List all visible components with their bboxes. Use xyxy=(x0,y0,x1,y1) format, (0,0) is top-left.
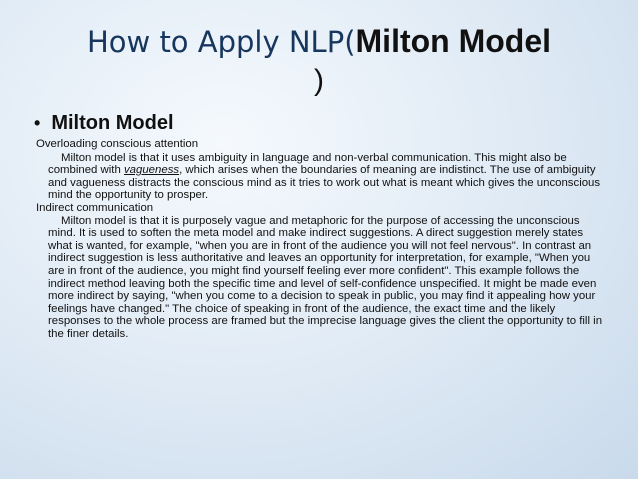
title-closing-paren: ) xyxy=(314,64,324,97)
title-bold: Milton Model xyxy=(355,23,552,59)
para1-text-after: , which arises when the boundaries of meaning are indistinct. The use of ambiguity and vagueness distracts the conscious mind as it tries to work out what is meant which gives the unconscious mind the opportunity to prosper. xyxy=(48,164,601,202)
section-heading-indirect: Indirect communication xyxy=(36,201,154,214)
para1-emphasis: vagueness xyxy=(123,164,180,177)
bullet-heading xyxy=(34,110,174,136)
title-prefix: How to Apply NLP( xyxy=(86,25,356,59)
bullet-heading-text: Milton Model xyxy=(51,112,174,134)
section-paragraph-overloading xyxy=(48,152,608,202)
slide-title xyxy=(0,22,638,100)
body-text xyxy=(36,138,608,341)
para1-text-before: Milton model is that it uses ambiguity in language and non-verbal communication. This might also be combined with xyxy=(48,151,567,177)
section-paragraph-indirect: Milton model is that it is purposely vague and metaphoric for the purpose of accessing the unconscious mind. It is used to soften the meta model and make indirect suggestions. A direct suggestion merely states what is wanted, for example, "when you are in front of the audience you will not feel nervous". In contrast an indirect suggestion is less authoritative and leaves an opportunity for interpretation, for example, "When you are in front of the audience, you might find yourself feeling ever more confident". This example follows the indirect method leaving both the specific time and level of self-confidence unspecified. It might be made even more indirect by saying, "when you come to a decision to speak in public, you may find it appealing how your feelings have changed." The choice of speaking in front of the audience, the exact time and the likely responses to the whole process are framed but the imprecise language gives the client the opportunity to fill in the finer details. xyxy=(48,214,603,340)
section-heading-overloading: Overloading conscious attention xyxy=(36,138,199,150)
bullet-icon: • xyxy=(34,113,41,133)
